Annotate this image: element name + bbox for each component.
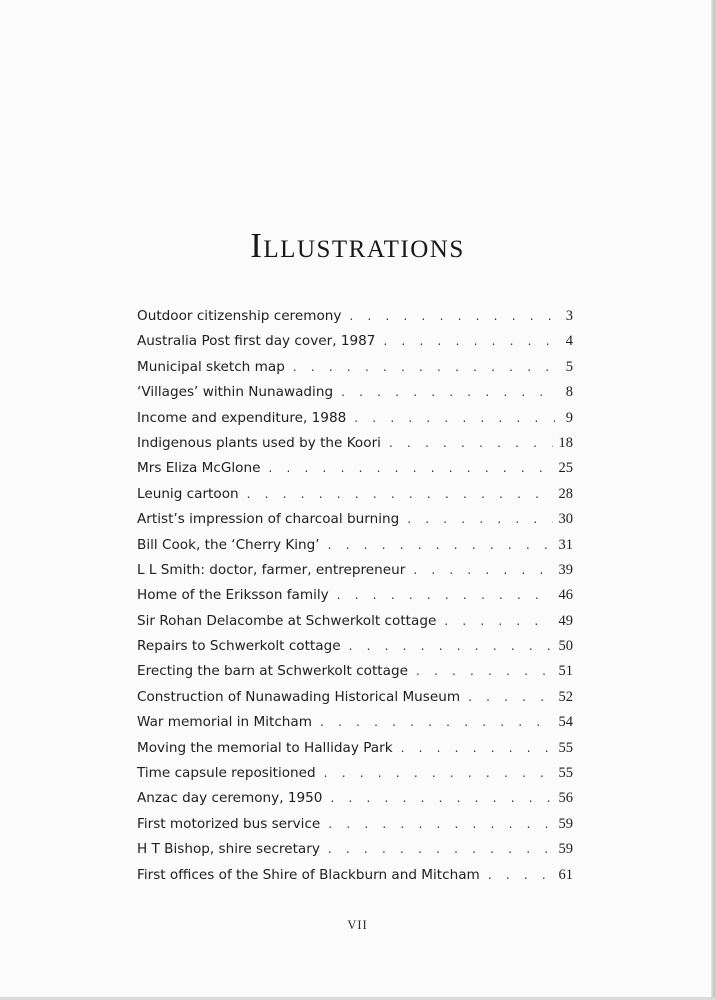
entry-label: War memorial in Mitcham (137, 714, 312, 731)
entry-page-number: 46 (558, 587, 573, 604)
list-item (137, 736, 573, 761)
entry-page-number: 54 (558, 714, 573, 731)
list-item (137, 456, 573, 481)
list-item (137, 786, 573, 811)
list-item (137, 609, 573, 634)
entry-page-number: 55 (558, 765, 573, 782)
entry-label: First offices of the Shire of Blackburn and Mitcham (137, 866, 480, 883)
dot-leader (247, 482, 553, 507)
dot-leader (293, 355, 555, 380)
entry-label: Outdoor citizenship ceremony (137, 308, 342, 324)
entry-page-number: 55 (558, 739, 573, 756)
list-item (137, 507, 573, 532)
list-item (137, 812, 573, 837)
entry-page-number: 52 (558, 688, 573, 705)
dot-leader (349, 634, 553, 659)
list-item (137, 837, 573, 862)
entry-label: Home of the Eriksson family (137, 587, 329, 604)
entry-label: Mrs Eliza McGlone (137, 460, 261, 477)
entry-page-number: 25 (558, 460, 573, 477)
list-item (137, 761, 573, 786)
list-item (137, 685, 573, 710)
list-item (137, 329, 573, 354)
dot-leader (416, 659, 553, 684)
illustrations-list (137, 304, 573, 888)
entry-page-number: 39 (558, 561, 573, 578)
entry-label: Bill Cook, the ‘Cherry King’ (137, 536, 320, 553)
list-item (137, 406, 573, 431)
entry-page-number: 18 (558, 434, 573, 451)
dot-leader (328, 533, 553, 558)
entry-label: Leunig cartoon (137, 485, 239, 502)
entry-label: Sir Rohan Delacombe at Schwerkolt cottage (137, 612, 437, 629)
entry-label: Municipal sketch map (137, 358, 285, 375)
entry-label: Time capsule repositioned (137, 765, 316, 782)
entry-label: Erecting the barn at Schwerkolt cottage (137, 663, 408, 680)
list-item (137, 558, 573, 583)
list-item (137, 304, 573, 329)
dot-leader (320, 710, 553, 735)
entry-page-number: 31 (558, 536, 573, 553)
dot-leader (413, 558, 552, 583)
dot-leader (383, 329, 555, 354)
dot-leader (444, 609, 552, 634)
entry-label: Construction of Nunawading Historical Museum (137, 688, 461, 705)
list-item (137, 583, 573, 608)
list-item (137, 659, 573, 684)
entry-page-number: 30 (558, 511, 573, 528)
entry-page-number: 56 (558, 790, 573, 807)
entry-page-number: 9 (565, 409, 573, 426)
entry-label: Artist’s impression of charcoal burning (137, 511, 400, 528)
dot-leader (337, 583, 553, 608)
entry-page-number: 3 (565, 308, 573, 324)
list-item (137, 355, 573, 380)
dot-leader (324, 761, 553, 786)
entry-label: First motorized bus service (137, 815, 321, 832)
list-item (137, 380, 573, 405)
list-item (137, 863, 573, 888)
list-item (137, 533, 573, 558)
entry-page-number: 59 (558, 841, 573, 858)
entry-page-number: 49 (558, 612, 573, 629)
page-title: Illustrations (250, 226, 465, 265)
dot-leader (328, 837, 553, 862)
dot-leader (268, 456, 552, 481)
entry-page-number: 59 (558, 815, 573, 832)
dot-leader (330, 786, 552, 811)
dot-leader (354, 406, 555, 431)
entry-label: Australia Post first day cover, 1987 (137, 333, 376, 350)
dot-leader (349, 304, 555, 329)
page-edge (711, 0, 715, 1000)
entry-label: H T Bishop, shire secretary (137, 841, 320, 858)
entry-page-number: 61 (558, 866, 573, 883)
dot-leader (389, 431, 553, 456)
list-item (137, 710, 573, 735)
entry-page-number: 5 (565, 358, 573, 375)
entry-page-number: 50 (558, 638, 573, 655)
entry-label: L L Smith: doctor, farmer, entrepreneur (137, 561, 406, 578)
dot-leader (341, 380, 555, 405)
entry-label: Repairs to Schwerkolt cottage (137, 638, 341, 655)
list-item (137, 634, 573, 659)
dot-leader (401, 736, 553, 761)
dot-leader (407, 507, 552, 532)
entry-label: ‘Villages’ within Nunawading (137, 384, 334, 401)
list-item (137, 431, 573, 456)
entry-label: Indigenous plants used by the Koori (137, 434, 381, 451)
dot-leader (468, 685, 552, 710)
dot-leader (328, 812, 552, 837)
page-folio: VII (347, 918, 368, 932)
entry-page-number: 4 (565, 333, 573, 350)
entry-page-number: 8 (565, 384, 573, 401)
dot-leader (488, 863, 553, 888)
entry-label: Anzac day ceremony, 1950 (137, 790, 323, 807)
entry-page-number: 51 (558, 663, 573, 680)
entry-label: Income and expenditure, 1988 (137, 409, 347, 426)
list-item (137, 482, 573, 507)
entry-label: Moving the memorial to Halliday Park (137, 739, 393, 756)
entry-page-number: 28 (558, 485, 573, 502)
